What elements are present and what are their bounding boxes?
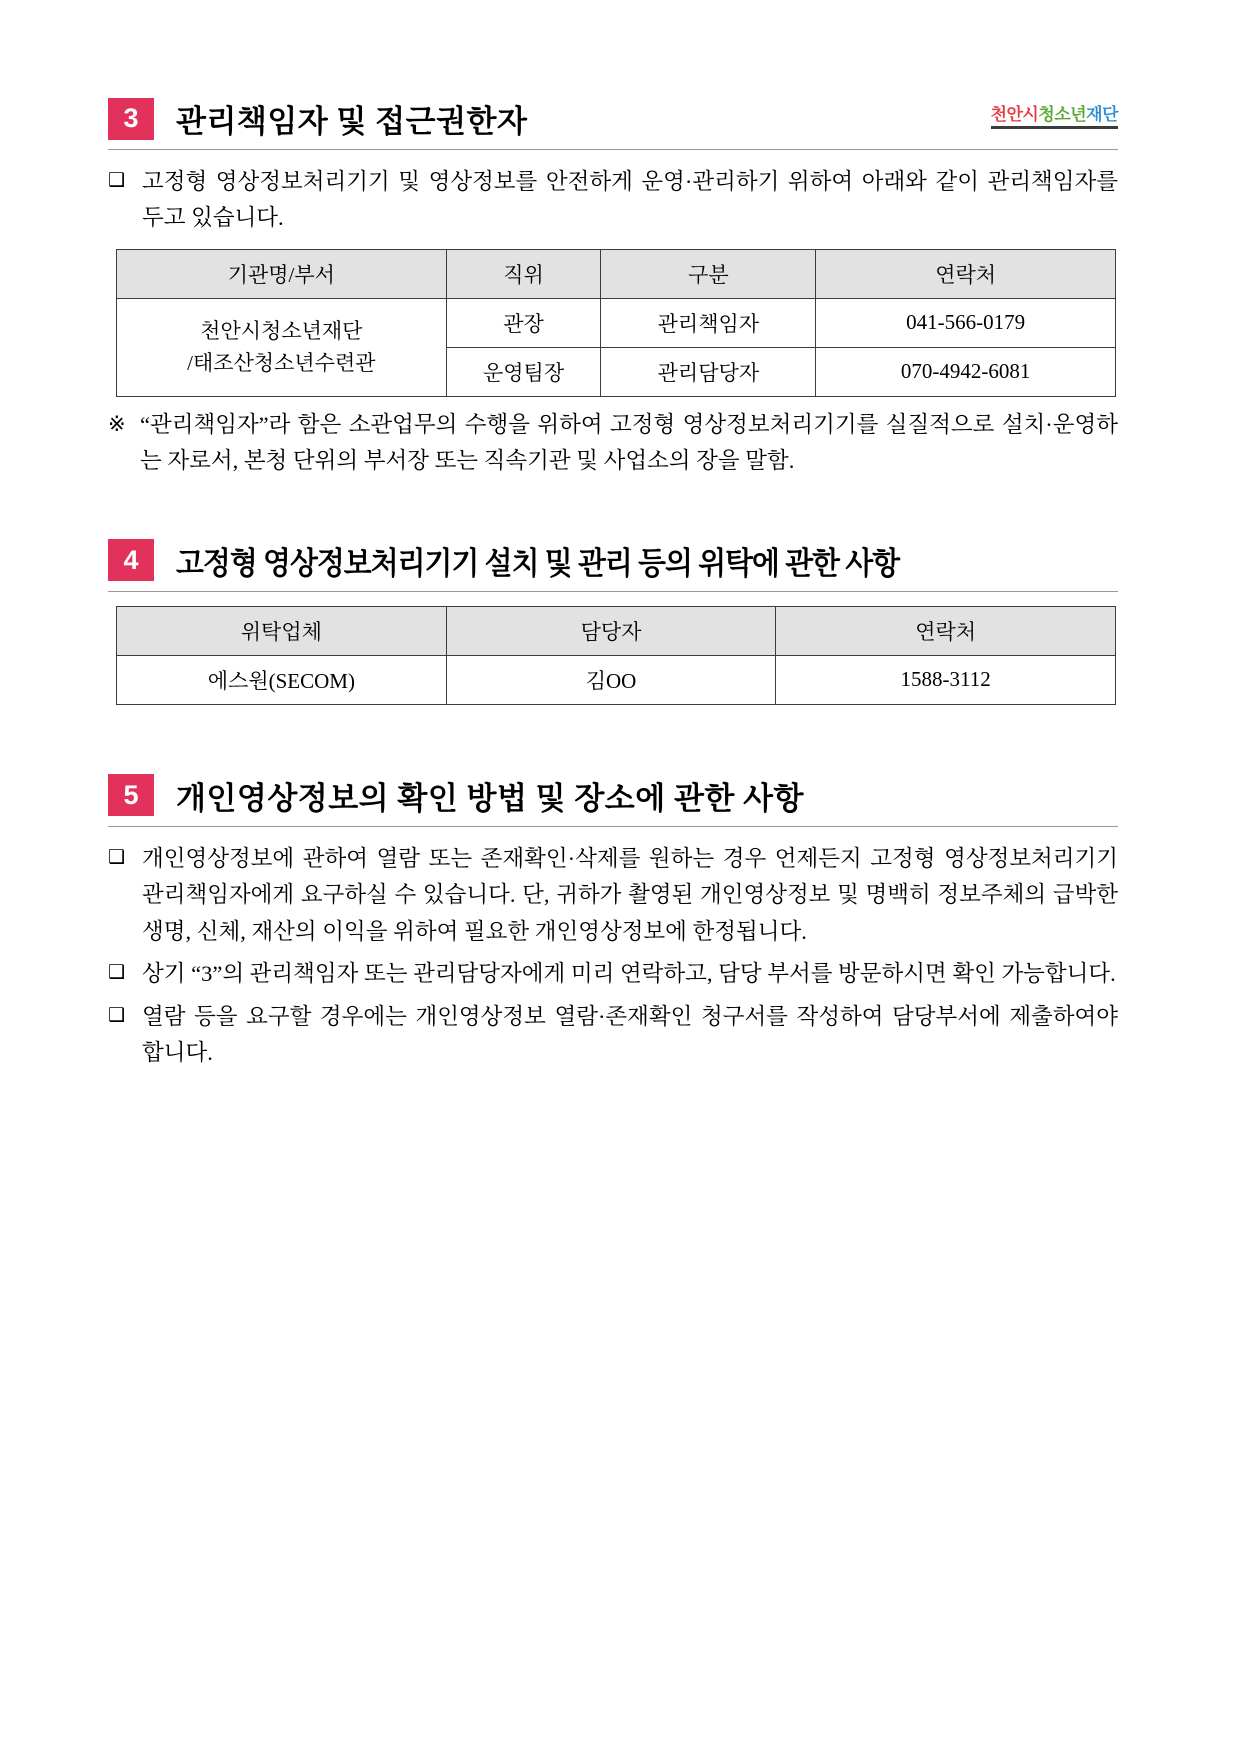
table-header-row xyxy=(117,249,1116,298)
section-5-bullet-2 xyxy=(108,956,1118,992)
document-content xyxy=(108,96,1118,1077)
section-3-paragraph xyxy=(108,164,1118,237)
section-3-heading xyxy=(108,96,1118,141)
section-3-paragraph-text: 고정형 영상정보처리기기 및 영상정보를 안전하게 운영·관리하기 위하여 아래와 같이 관리책임자를 두고 있습니다. xyxy=(142,169,1118,231)
table-cell-contact: 1588-3112 xyxy=(776,655,1116,704)
section-3-number: 3 xyxy=(108,98,154,140)
checkbox-icon: ❑ xyxy=(108,845,126,868)
section-4-rule xyxy=(108,591,1118,592)
table-cell-contact: 041-566-0179 xyxy=(816,298,1116,347)
section-3-rule xyxy=(108,149,1118,150)
table-cell-contact: 070-4942-6081 xyxy=(816,347,1116,396)
section-5-title: 개인영상정보의 확인 방법 및 장소에 관한 사항 xyxy=(176,780,804,816)
table-header-row xyxy=(117,606,1116,655)
table-header-cell: 연락처 xyxy=(776,606,1116,655)
section-5-bullet-2-text: 상기 “3”의 관리책임자 또는 관리담당자에게 미리 연락하고, 담당 부서를 방문하시면 확인 가능합니다. xyxy=(142,961,1116,987)
section-3-note xyxy=(108,407,1118,480)
section-5-bullet-3-text: 열람 등을 요구할 경우에는 개인영상정보 열람·존재확인 청구서를 작성하여 담당부서에 제출하여야 합니다. xyxy=(142,1003,1118,1065)
note-mark: ※ xyxy=(108,411,126,436)
section-4-title: 고정형 영상정보처리기기 설치 및 관리 등의 위탁에 관한 사항 xyxy=(176,545,900,581)
logo-part-3: 재단 xyxy=(1086,105,1118,124)
table-row xyxy=(117,655,1116,704)
managers-table xyxy=(116,249,1116,397)
table-header-cell: 기관명/부서 xyxy=(117,249,447,298)
section-5-rule xyxy=(108,826,1118,827)
section-5-bullet-3 xyxy=(108,999,1118,1072)
table-header-cell: 구분 xyxy=(601,249,816,298)
table-cell-role: 관리담당자 xyxy=(601,347,816,396)
table-cell-position: 관장 xyxy=(446,298,601,347)
section-4-number: 4 xyxy=(108,539,154,581)
organization-line-1: 천안시청소년재단 xyxy=(200,318,363,343)
table-header-cell: 담당자 xyxy=(446,606,776,655)
section-5-heading xyxy=(108,773,1118,818)
table-cell-role: 관리책임자 xyxy=(601,298,816,347)
section-spacer xyxy=(108,480,1118,538)
logo-part-1: 천안시 xyxy=(990,105,1039,124)
table-header-cell: 연락처 xyxy=(816,249,1116,298)
table-cell-position: 운영팀장 xyxy=(446,347,601,396)
checkbox-icon: ❑ xyxy=(108,961,126,984)
checkbox-icon: ❑ xyxy=(108,169,126,191)
logo-part-2: 청소년 xyxy=(1038,105,1087,124)
table-cell-company: 에스원(SECOM) xyxy=(117,655,447,704)
section-5-bullet-1 xyxy=(108,841,1118,950)
section-5-number: 5 xyxy=(108,774,154,816)
checkbox-icon: ❑ xyxy=(108,1003,126,1026)
table-row xyxy=(117,298,1116,347)
table-header-cell: 직위 xyxy=(446,249,601,298)
section-4-heading xyxy=(108,538,1118,583)
organization-line-2: /태조산청소년수련관 xyxy=(187,351,376,376)
table-cell-manager: 김OO xyxy=(446,655,776,704)
section-3-note-text: “관리책임자”라 함은 소관업무의 수행을 위하여 고정형 영상정보처리기기를 실질적으로 설치·운영하는 자로서, 본청 단위의 부서장 또는 직속기관 및 사업소의 장을 말함. xyxy=(140,411,1118,474)
section-5-bullet-1-text: 개인영상정보에 관하여 열람 또는 존재확인·삭제를 원하는 경우 언제든지 고정형 영상정보처리기기 관리책임자에게 요구하실 수 있습니다. 단, 귀하가 촬영된 개인영상정보 및 명백히 정보주체의 급박한 생명, 신체, 재산의 이익을 위하여 필요한 개인영상정보에 한정됩니다. xyxy=(142,845,1118,944)
table-header-cell: 위탁업체 xyxy=(117,606,447,655)
organization-cell xyxy=(117,298,447,396)
section-spacer xyxy=(108,715,1118,773)
section-3-title: 관리책임자 및 접근권한자 xyxy=(176,104,528,139)
outsourcing-table xyxy=(116,606,1116,705)
